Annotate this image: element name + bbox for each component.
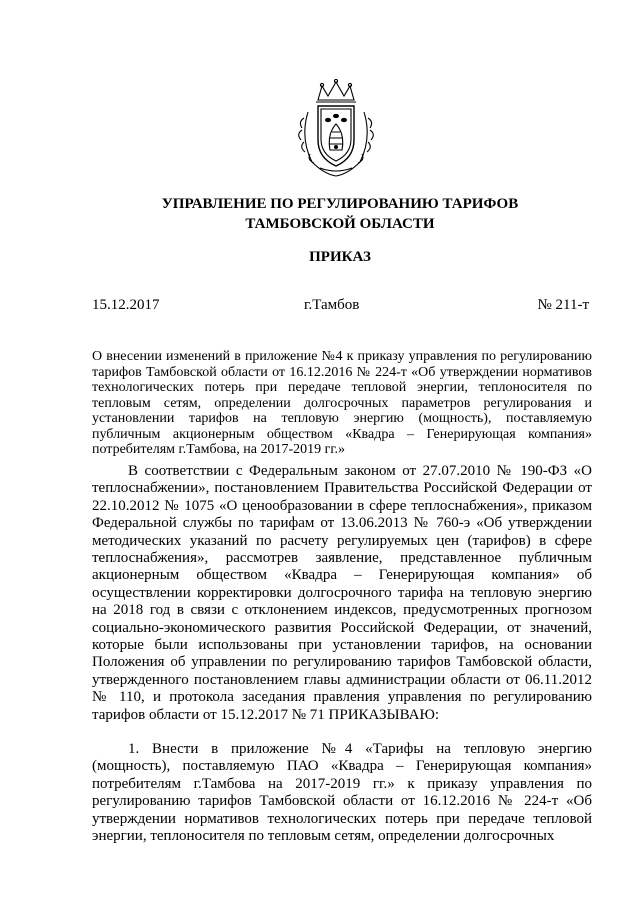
- document-subject: О внесении изменений в приложение №4 к приказу управления по регулированию тарифов Тамбовской области от 16.12.2016 № 224-т «Об утверждении нормативов технологических потерь при передаче тепловой энергии, теплоносителя по тепловым сетям, определении долгосрочных параметров регулирования и установлении тарифов на тепловую энергию (мощность), поставляемую публичным акционерным обществом «Квадра – Генерирующая компания» потребителям г.Тамбова, на 2017-2019 гг.»: [92, 349, 592, 457]
- document-date: 15.12.2017: [92, 297, 160, 313]
- document-number: № 211-т: [537, 297, 589, 313]
- document-meta-row: [92, 297, 589, 317]
- organization-name: [90, 194, 590, 234]
- document-city: г.Тамбов: [304, 297, 360, 313]
- order-item-1: 1. Внести в приложение №4 «Тарифы на тепловую энергию (мощность), поставляемую ПАО «Квадра – Генерирующая компания» потребителям г.Тамбова на 2017-2019 гг.» к приказу управления по регулированию тарифов Тамбовской области от 16.12.2016 № 224-т «Об утверждении нормативов технологических потерь при передаче тепловой энергии, теплоносителя по тепловым сетям, определении долгосрочных: [92, 741, 592, 845]
- organization-name-line2: ТАМБОВСКОЙ ОБЛАСТИ: [245, 216, 435, 232]
- preamble-paragraph: В соответствии с Федеральным законом от 27.07.2010 № 190-ФЗ «О теплоснабжении», постановлением Правительства Российской Федерации от 22.10.2012 № 1075 «О ценообразовании в сфере теплоснабжения», приказом Федеральной службы по тарифам от 13.06.2013 № 760-э «Об утверждении методических указаний по расчету регулируемых цен (тарифов) в сфере теплоснабжения», рассмотрев заявление, представленное публичным акционерным обществом «Квадра – Генерирующая компания» об осуществлении корректировки долгосрочного тарифа на тепловую энергию на 2018 год в связи с отклонением индексов, предусмотренных прогнозом социально-экономического развития Российской Федерации, от значений, которые были использованы при установлении тарифов, на основании Положения об управлении по регулированию тарифов Тамбовской области, утвержденного постановлением главы администрации области от 06.11.2012 № 110, и протокола заседания правления управления по регулированию тарифов области от 15.12.2017 № 71 ПРИКАЗЫВАЮ:: [92, 463, 592, 723]
- document-type-title: ПРИКАЗ: [309, 249, 371, 265]
- coat-of-arms-icon: [294, 78, 378, 178]
- organization-name-line1: УПРАВЛЕНИЕ ПО РЕГУЛИРОВАНИЮ ТАРИФОВ: [161, 196, 519, 212]
